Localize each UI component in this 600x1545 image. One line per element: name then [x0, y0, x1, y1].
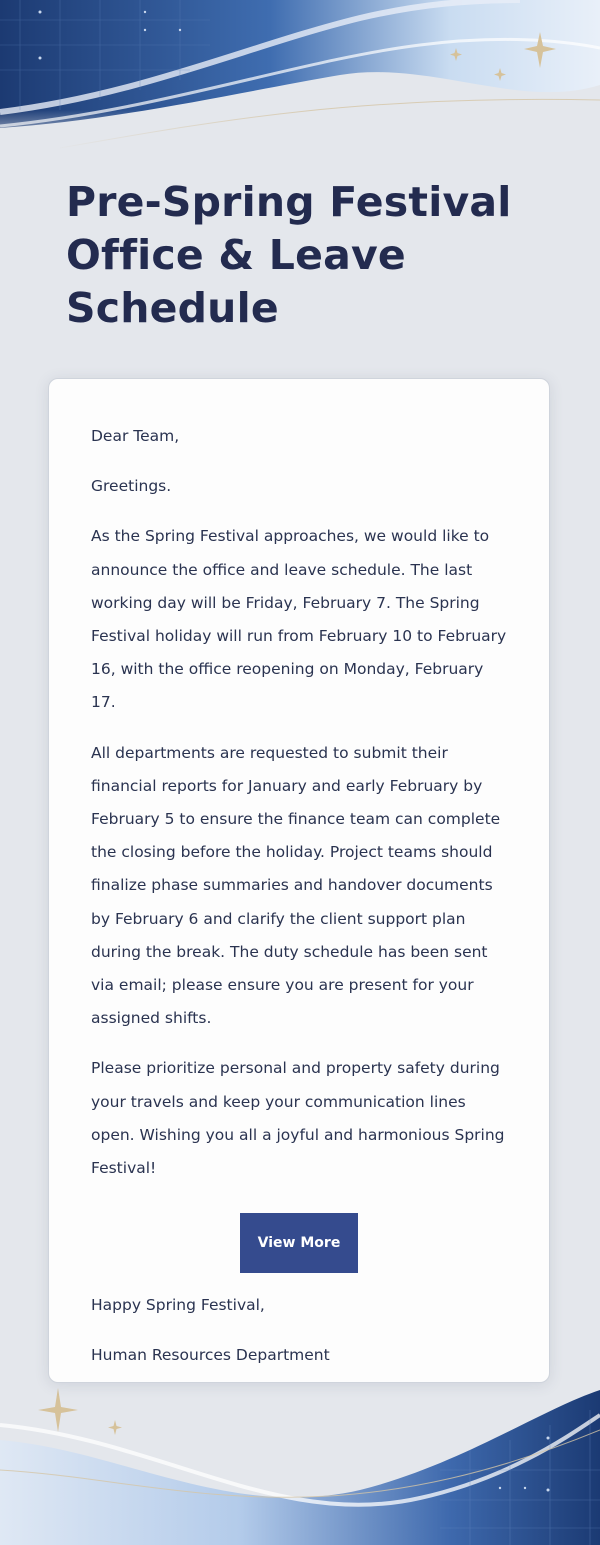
greeting: Greetings. [91, 477, 172, 496]
view-more-button[interactable]: View More [240, 1213, 358, 1273]
button-container [91, 1213, 507, 1273]
page-title: Pre-Spring Festival Office & Leave Schedule [66, 178, 512, 332]
body-paragraph-schedule: As the Spring Festival approaches, we would like to announce the office and leave schedule. The last working day will be Friday, February 7. The Spring Festival holiday will run from February 10 to February 16, with the office reopening on Monday, February 17. [91, 527, 507, 712]
top-banner-decoration [0, 0, 600, 150]
body-paragraph-reports: All departments are requested to submit their financial reports for January and early February by February 5 to ensure the finance team can complete the closing before the holiday. Project teams should finalize phase summaries and handover documents by February 6 and clarify the client support plan during the break. The duty schedule has been sent via email; please ensure you are present for your assigned shifts. [91, 743, 501, 1028]
salutation: Dear Team, [91, 427, 180, 445]
signature: Human Resources Department [91, 1346, 330, 1365]
letter-card [48, 378, 550, 1383]
closing-line: Happy Spring Festival, [91, 1296, 265, 1315]
body-paragraph-wishes: Please prioritize personal and property safety during your travels and keep your communication lines open. Wishing you all a joyful and harmonious Spring Festival! [91, 1059, 505, 1178]
